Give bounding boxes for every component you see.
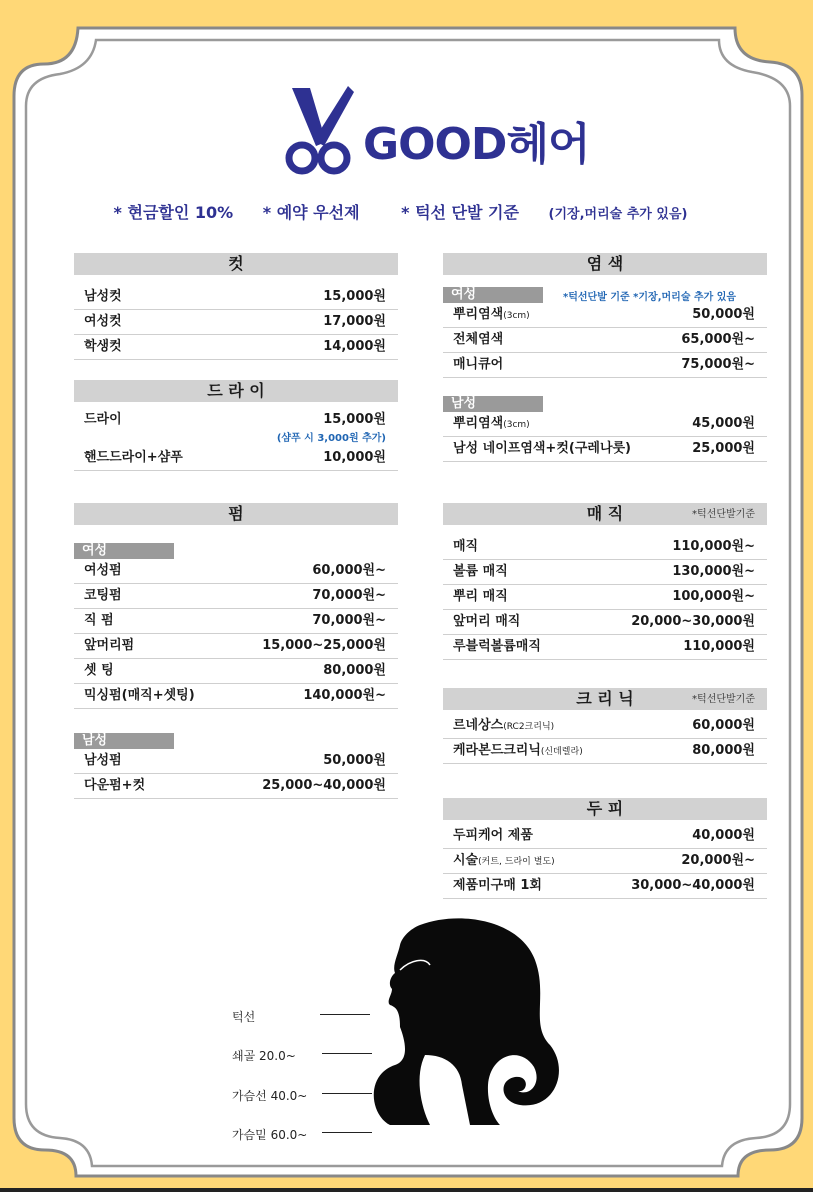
item-name: 남성 네이프염색+컷(구레나룻) [453, 441, 631, 456]
menu-row [74, 584, 398, 609]
policy-notes [0, 200, 813, 223]
item-note: (신데렐라) [540, 747, 583, 757]
menu-row: 핸드드라이+샴푸 10,000원 [74, 446, 398, 471]
item-price: 60,000원~ [312, 563, 386, 578]
item-name: 두피케어 제품 [453, 828, 533, 843]
section-title: 두 피 [443, 798, 767, 820]
item-price: 50,000원 [692, 307, 755, 322]
item-name: 매니큐어 [453, 357, 504, 372]
item-note: (3cm) [503, 420, 530, 430]
item-name: 코팅펌 [84, 588, 122, 603]
section-scalp [443, 798, 767, 899]
section-color [443, 253, 767, 462]
item-price: 15,000원 [323, 289, 386, 304]
note-reservation: * 예약 우선제 [262, 203, 360, 222]
item-price: 130,000원~ [672, 564, 755, 579]
item-note: (3cm) [503, 311, 530, 321]
item-price: 65,000원~ [681, 332, 755, 347]
item-price: 20,000~30,000원 [631, 614, 755, 629]
item-price: 40,000원 [692, 828, 755, 843]
section-title: 매 직 *턱선단발기준 [443, 503, 767, 525]
menu-row [74, 634, 398, 659]
item-name: 전체염색 [453, 332, 504, 347]
item-price: 17,000원 [323, 314, 386, 329]
item-name: 앞머리 매직 [453, 614, 521, 629]
item-price: 80,000원 [692, 743, 755, 758]
item-price: 45,000원 [692, 416, 755, 431]
guide-line [322, 1132, 372, 1133]
item-price: 140,000원~ [303, 688, 386, 703]
item-name: 뿌리염색(3cm) [453, 307, 530, 322]
section-title: 염 색 [443, 253, 767, 275]
menu-row [74, 559, 398, 584]
woman-silhouette-illustration [370, 915, 570, 1135]
note-cash: * 현금할인 10% [113, 203, 234, 222]
female-label: 여성 [74, 543, 174, 559]
item-price: 80,000원 [323, 663, 386, 678]
item-price: 30,000~40,000원 [631, 878, 755, 893]
length-label: 턱선 [232, 1010, 256, 1024]
item-note: (커트, 드라이 별도) [478, 857, 555, 867]
item-name: 뿌리 매직 [453, 589, 508, 604]
item-price: 50,000원 [323, 753, 386, 768]
menu-row [443, 635, 767, 660]
menu-row [443, 353, 767, 378]
color-note: *턱선단발 기준 *기장,머리술 추가 있음 [563, 292, 737, 303]
brand-name: GOOD헤어 [363, 119, 590, 170]
item-name: 앞머리펌 [84, 638, 135, 653]
item-name: 남성컷 [84, 289, 122, 304]
length-label: 가슴밑 60.0~ [232, 1128, 308, 1142]
section-title: 컷 [74, 253, 398, 275]
item-name: 볼륨 매직 [453, 564, 508, 579]
length-label: 가슴선 40.0~ [232, 1089, 308, 1103]
menu-row [74, 774, 398, 799]
item-name: 제품미구매 1회 [453, 878, 542, 893]
menu-row [443, 560, 767, 585]
length-label: 쇄골 20.0~ [232, 1049, 296, 1063]
item-price: 25,000~40,000원 [262, 778, 386, 793]
female-label: 여성 [443, 287, 543, 303]
menu-row [443, 610, 767, 635]
menu-row [443, 849, 767, 874]
menu-row [443, 437, 767, 462]
menu-row [443, 874, 767, 899]
item-name: 여성펌 [84, 563, 122, 578]
menu-row [443, 328, 767, 353]
item-name: 여성컷 [84, 314, 122, 329]
menu-row [443, 739, 767, 764]
menu-row [74, 310, 398, 335]
menu-row [443, 535, 767, 560]
item-price: 100,000원~ [672, 589, 755, 604]
item-name: 다운펌+컷 [84, 778, 146, 793]
menu-row [74, 749, 398, 774]
section-perm [74, 503, 398, 799]
section-title: 드 라 이 [74, 380, 398, 402]
item-name: 케라본드크리닉(신데렐라) [453, 743, 583, 758]
menu-row [74, 335, 398, 360]
menu-row [74, 659, 398, 684]
item-note: (RC2크리닉) [503, 722, 555, 732]
section-dry [74, 380, 398, 471]
male-label: 남성 [443, 396, 543, 412]
item-name: 뿌리염색(3cm) [453, 416, 530, 431]
menu-row [443, 412, 767, 437]
salon-logo [280, 82, 590, 182]
menu-row: 드라이 15,000원 [84, 412, 386, 427]
item-price: 70,000원~ [312, 588, 386, 603]
scissors-icon [280, 82, 360, 178]
guide-line [322, 1053, 372, 1054]
item-name: 학생컷 [84, 339, 122, 354]
item-name: 직 펌 [84, 613, 114, 628]
section-title: 크 리 닉 *턱선단발기준 [443, 688, 767, 710]
guide-line [322, 1093, 372, 1094]
menu-row [443, 585, 767, 610]
item-price: 110,000원~ [672, 539, 755, 554]
item-name: 르네상스(RC2크리닉) [453, 718, 555, 733]
item-name: 매직 [453, 539, 479, 554]
item-price: 14,000원 [323, 339, 386, 354]
menu-row [443, 824, 767, 849]
menu-row [74, 285, 398, 310]
item-price: 60,000원 [692, 718, 755, 733]
item-price: 110,000원 [683, 639, 755, 654]
item-name: 믹싱펌(매직+셋팅) [84, 688, 195, 703]
item-name: 루블럭볼륨매직 [453, 639, 541, 654]
menu-row [443, 714, 767, 739]
item-price: 20,000원~ [681, 853, 755, 868]
guide-line [320, 1014, 370, 1015]
item-price: 15,000~25,000원 [262, 638, 386, 653]
item-name: 시술(커트, 드라이 별도) [453, 853, 555, 868]
item-price: 25,000원 [692, 441, 755, 456]
item-price: 70,000원~ [312, 613, 386, 628]
section-clinic [443, 688, 767, 764]
section-cut [74, 253, 398, 360]
menu-row [443, 303, 767, 328]
male-label: 남성 [74, 733, 174, 749]
note-standard: * 턱선 단발 기준 (기장,머리술 추가 있음) [401, 203, 688, 222]
menu-row [74, 684, 398, 709]
item-name: 남성펌 [84, 753, 122, 768]
item-name: 셋 팅 [84, 663, 114, 678]
item-price: 75,000원~ [681, 357, 755, 372]
section-magic [443, 503, 767, 660]
menu-row [74, 609, 398, 634]
section-title: 펌 [74, 503, 398, 525]
shampoo-note: (샴푸 시 3,000원 추가) [276, 433, 386, 444]
